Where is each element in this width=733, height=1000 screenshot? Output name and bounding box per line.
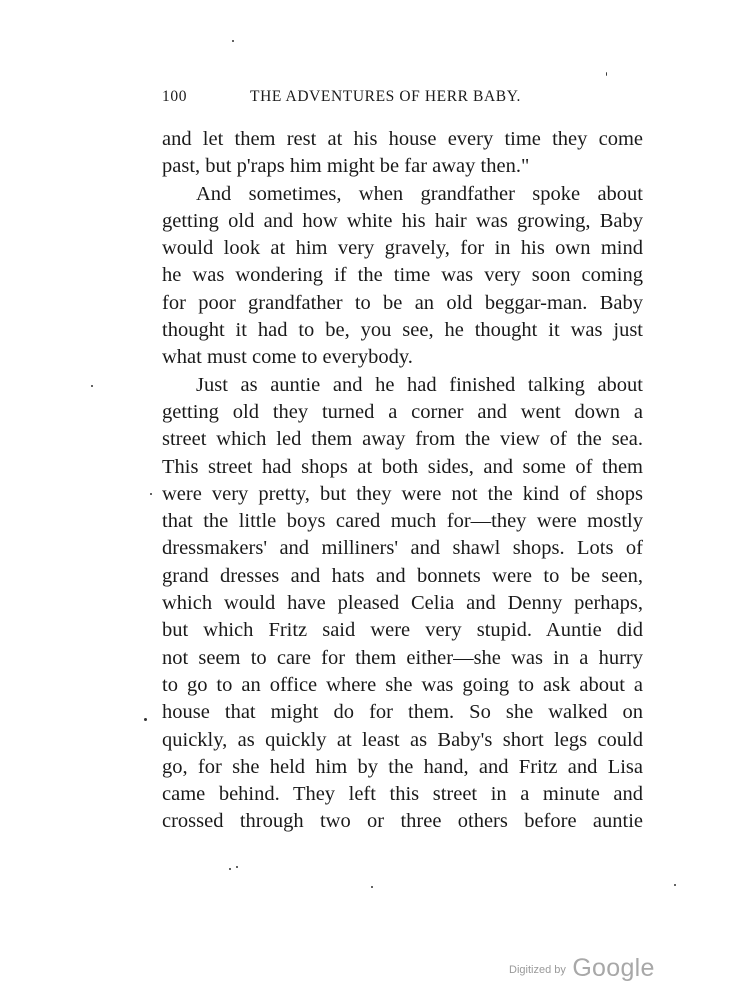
text-line: for poor grandfather to be an old beggar-man. Baby — [162, 291, 643, 314]
text-line: would look at him very gravely, for in his own mind — [162, 237, 643, 260]
scan-speck — [674, 884, 676, 886]
scan-speck — [144, 718, 147, 721]
text-line: getting old and how white his hair was growing, Baby — [162, 209, 643, 232]
text-line: grand dresses and hats and bonnets were to be seen, — [162, 564, 643, 587]
text-line: that the little boys cared much for—they were mostly — [162, 510, 643, 533]
text-line: house that might do for them. So she walked on — [162, 701, 643, 724]
text-line: which would have pleased Celia and Denny perhaps, — [162, 592, 643, 615]
scan-speck — [232, 40, 234, 42]
running-title: THE ADVENTURES OF HERR BABY. — [250, 88, 521, 105]
text-line: were very pretty, but they were not the kind of shops — [162, 482, 643, 505]
text-line: to go to an office where she was going to ask about a — [162, 673, 643, 696]
page-number: 100 — [162, 88, 188, 105]
running-header — [162, 88, 642, 106]
text-line: what must come to everybody. — [162, 346, 413, 369]
text-line: dressmakers' and milliners' and shawl shops. Lots of — [162, 537, 643, 560]
scan-speck — [150, 493, 152, 495]
text-line: getting old they turned a corner and went down a — [162, 400, 643, 423]
text-line: Just as auntie and he had finished talking about — [196, 373, 643, 396]
text-line: quickly, as quickly at least as Baby's short legs could — [162, 728, 643, 751]
scan-speck — [606, 72, 607, 76]
scan-speck — [371, 886, 373, 888]
body-text — [162, 126, 643, 836]
text-line: crossed through two or three others before auntie — [162, 810, 643, 833]
scan-speck — [91, 385, 93, 387]
text-line: street which led them away from the view of the sea. — [162, 428, 643, 451]
text-line: past, but p'raps him might be far away then." — [162, 155, 530, 178]
google-logo: Google — [572, 954, 655, 982]
text-line: thought it had to be, you see, he thought it was just — [162, 319, 643, 342]
text-line: but which Fritz said were very stupid. Auntie did — [162, 619, 643, 642]
scan-speck — [229, 868, 231, 870]
text-line: and let them rest at his house every time they come — [162, 128, 643, 150]
text-line: he was wondering if the time was very soon coming — [162, 264, 643, 287]
digitized-by-google-watermark — [509, 954, 655, 983]
scan-speck — [236, 866, 238, 868]
watermark-prefix: Digitized by — [509, 964, 566, 976]
text-line: This street had shops at both sides, and some of them — [162, 455, 643, 478]
text-line: not seem to care for them either—she was in a hurry — [162, 646, 643, 669]
text-line: And sometimes, when grandfather spoke about — [196, 182, 643, 205]
text-line: go, for she held him by the hand, and Fritz and Lisa — [162, 755, 643, 778]
text-line: came behind. They left this street in a minute and — [162, 783, 643, 806]
